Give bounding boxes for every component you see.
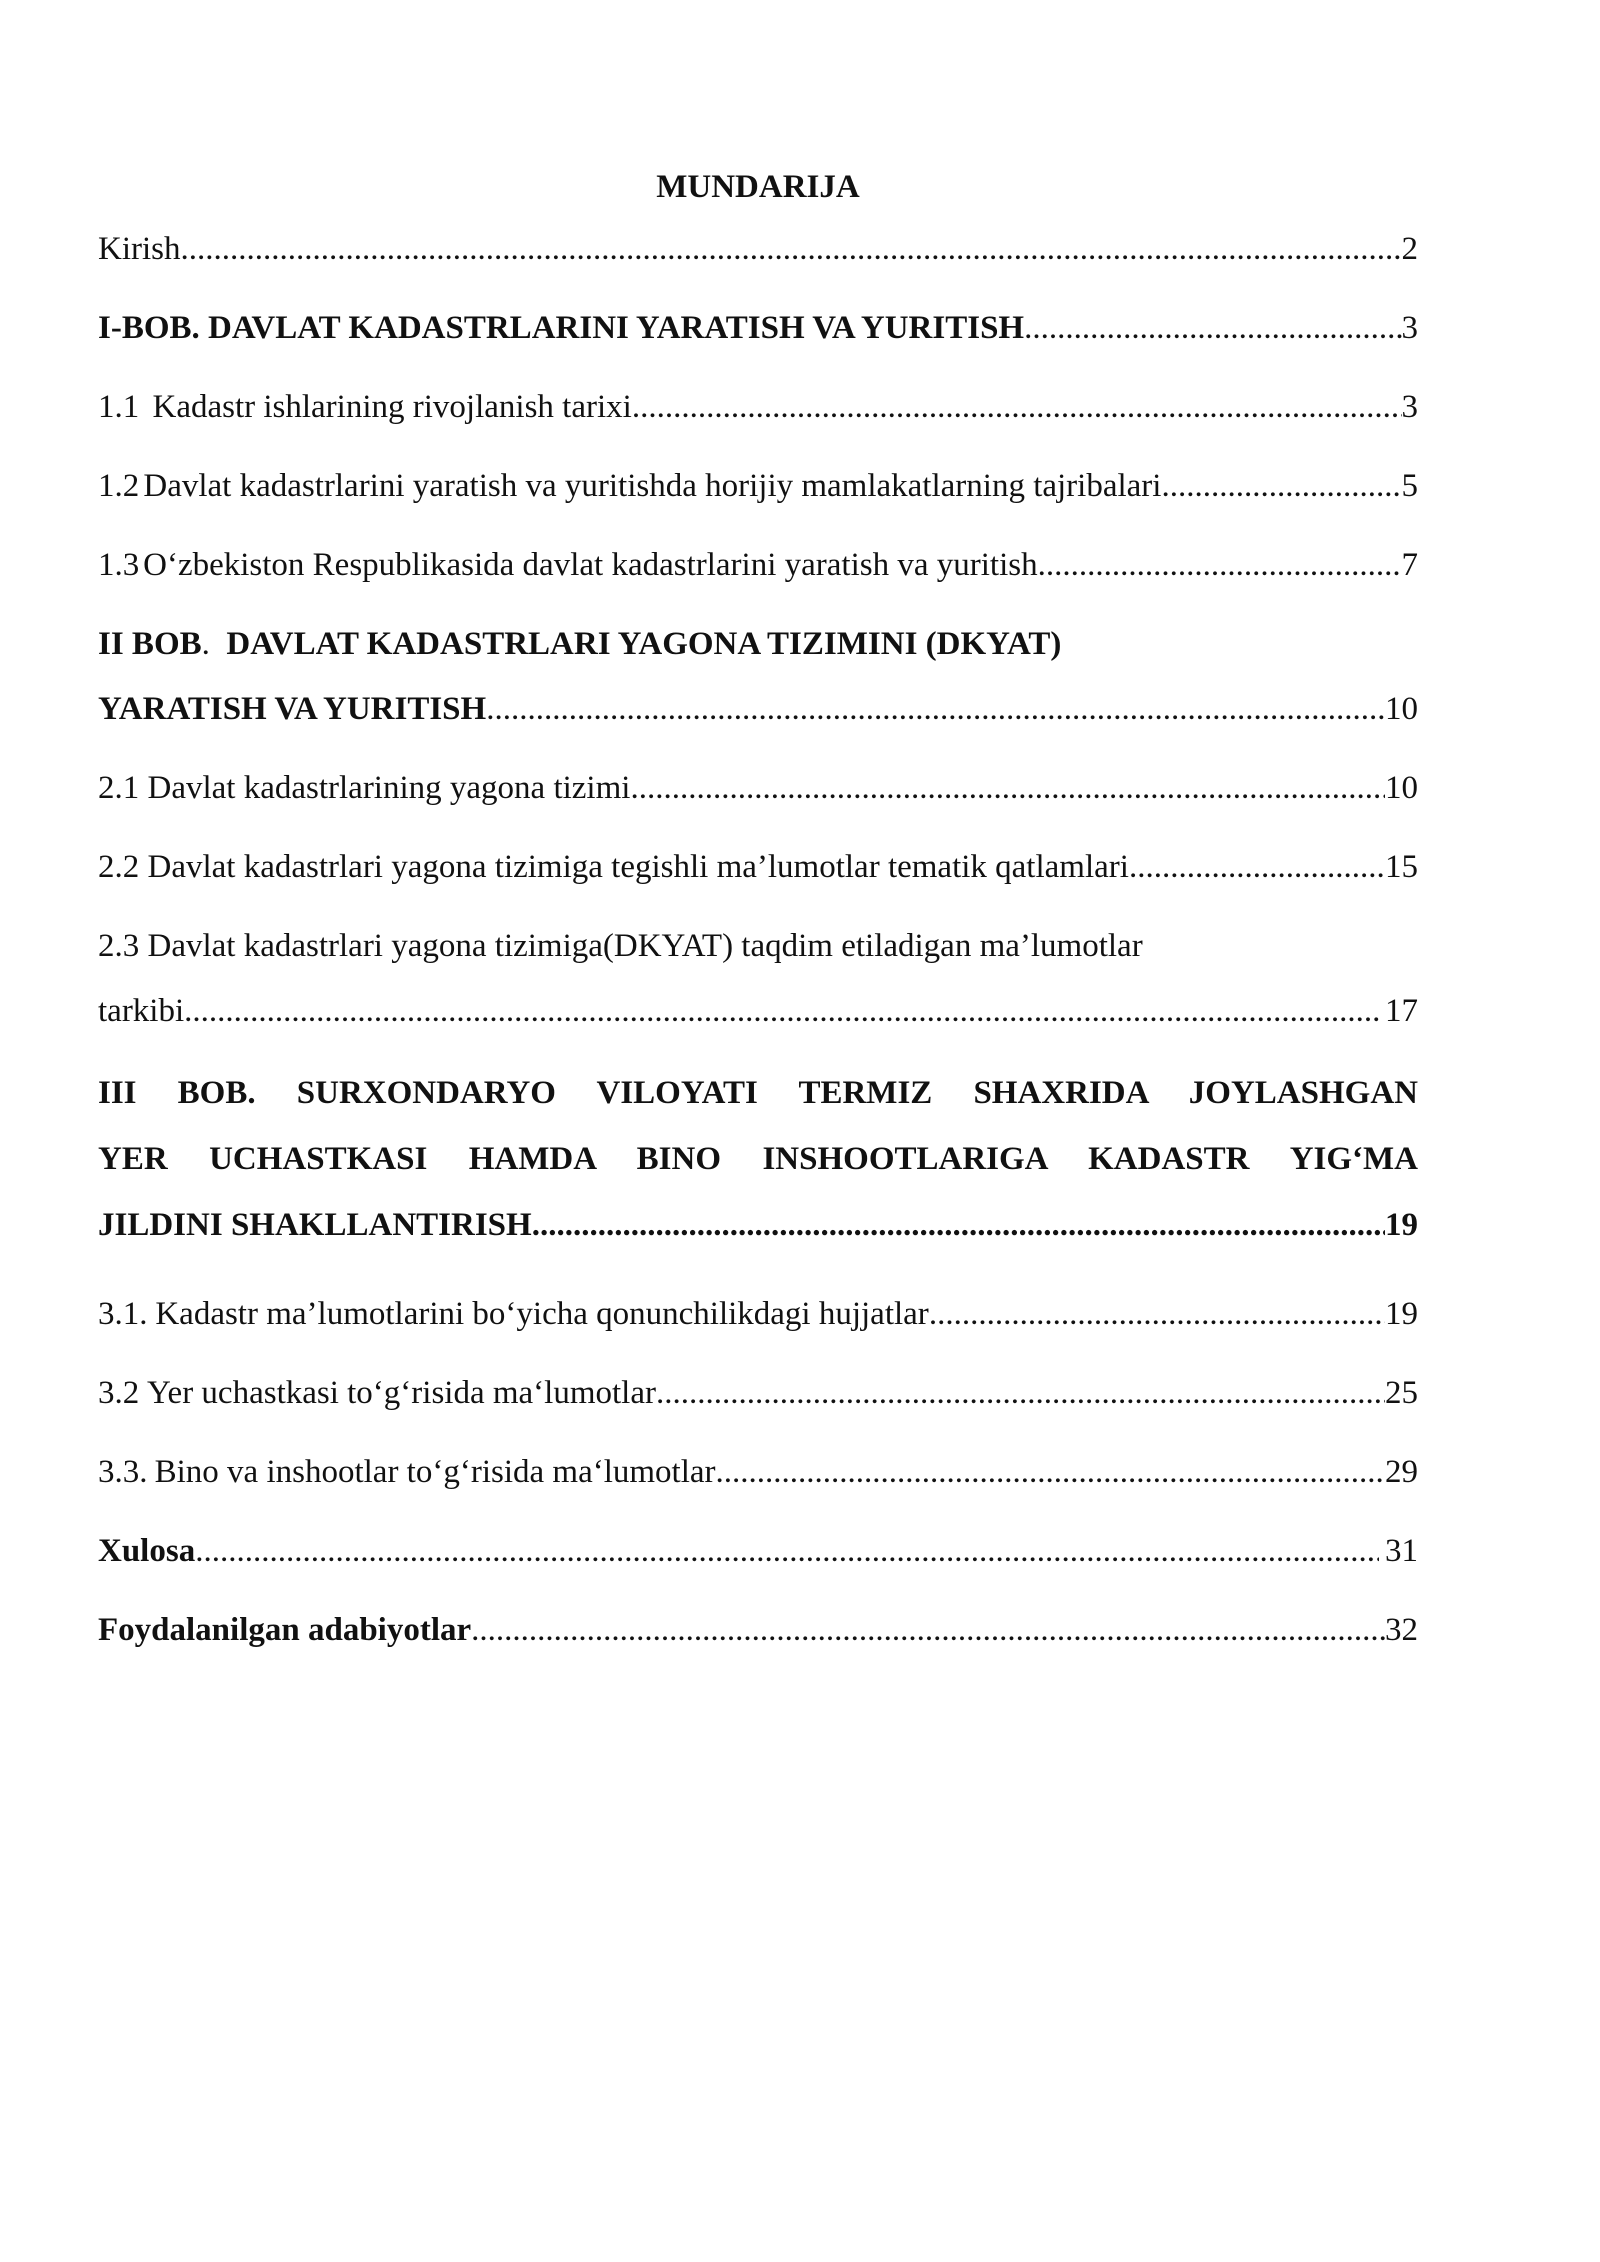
toc-leader-dots: [195, 1529, 1379, 1574]
toc-entry-section-1-3[interactable]: [98, 543, 1418, 588]
toc-entry-section-3-1[interactable]: [98, 1292, 1418, 1337]
toc-section-number: 3.3.: [98, 1454, 148, 1490]
toc-entry-chapter-1[interactable]: [98, 306, 1418, 351]
toc-page-number: 31: [1385, 1533, 1418, 1569]
toc-section-number: 3.2: [98, 1375, 140, 1411]
toc-entry-section-3-3[interactable]: [98, 1450, 1418, 1495]
table-of-contents: [98, 227, 1418, 1653]
toc-leader-dots: [532, 1192, 1385, 1258]
toc-entry-adabiyotlar[interactable]: [98, 1608, 1418, 1653]
toc-label: 2.2 Davlat kadastrlari yagona tizimiga tegishli ma’lumotlar tematik qatlamlari: [98, 849, 1129, 885]
toc-leader-dots: [630, 766, 1385, 811]
toc-entry-section-1-1[interactable]: [98, 385, 1418, 430]
toc-page-number: 10: [1385, 770, 1418, 806]
toc-leader-dots: [1129, 845, 1385, 890]
toc-label-prefix: II BOB: [98, 626, 202, 662]
toc-section-number: 3.1.: [98, 1296, 148, 1332]
toc-page-number: 15: [1385, 849, 1418, 885]
toc-label-dot: .: [201, 626, 210, 662]
toc-page-number: 19: [1385, 1207, 1418, 1243]
toc-section-number: 1.3: [98, 547, 140, 583]
toc-leader-dots: [929, 1292, 1385, 1337]
toc-label-line2: YER UCHASTKASI HAMDA BINO INSHOOTLARIGA KADASTR YIG‘MA: [98, 1141, 1418, 1177]
toc-label-line1: DAVLAT KADASTRLARI YAGONA TIZIMINI (DKYAT): [209, 626, 1062, 662]
toc-page-number: 19: [1385, 1296, 1418, 1332]
toc-label-line2: YARATISH VA YURITISH: [98, 691, 487, 727]
toc-entry-section-2-3[interactable]: [98, 924, 1418, 1034]
toc-label: 2.1 Davlat kadastrlarining yagona tizimi: [98, 770, 631, 806]
toc-leader-dots: [632, 385, 1402, 430]
toc-label: Yer uchastkasi to‘g‘risida ma‘lumotlar: [147, 1375, 656, 1411]
toc-page-number: 17: [1385, 993, 1418, 1029]
toc-leader-dots: [471, 1608, 1385, 1653]
toc-entry-chapter-3[interactable]: [98, 1060, 1418, 1258]
toc-entry-section-3-2[interactable]: [98, 1371, 1418, 1416]
toc-leader-dots: [181, 227, 1402, 272]
toc-label: Bino va inshootlar to‘g‘risida ma‘lumotlar: [154, 1454, 716, 1490]
toc-label: Foydalanilgan adabiyotlar: [98, 1612, 472, 1648]
toc-page-number: 5: [1401, 468, 1418, 504]
toc-label: Kadastr ishlarining rivojlanish tarixi: [152, 389, 632, 425]
toc-label: Xulosa: [98, 1533, 196, 1569]
toc-leader-dots: [486, 687, 1385, 732]
toc-section-number: 1.1: [98, 389, 140, 425]
toc-page-number: 10: [1385, 691, 1418, 727]
page-title: MUNDARIJA: [656, 169, 860, 205]
toc-entry-section-2-2[interactable]: [98, 845, 1418, 890]
toc-page-number: 29: [1385, 1454, 1418, 1490]
toc-leader-dots: [1024, 306, 1401, 351]
toc-leader-dots: [184, 989, 1379, 1034]
toc-page-number: 3: [1401, 310, 1418, 346]
toc-label: O‘zbekiston Respublikasida davlat kadastrlarini yaratish va yuritish: [143, 547, 1038, 583]
toc-entry-chapter-2[interactable]: [98, 622, 1418, 732]
toc-entry-section-1-2[interactable]: [98, 464, 1418, 509]
toc-page-number: 2: [1401, 231, 1418, 267]
toc-label: Davlat kadastrlarini yaratish va yuritishda horijiy mamlakatlarning tajribalari: [143, 468, 1162, 504]
toc-section-number: 1.2: [98, 468, 140, 504]
toc-label: Kirish: [98, 231, 181, 267]
toc-page-number: 7: [1401, 547, 1418, 583]
toc-entry-xulosa[interactable]: [98, 1529, 1418, 1574]
toc-page-number: 32: [1385, 1612, 1418, 1648]
toc-leader-dots: [656, 1371, 1385, 1416]
toc-label-line2: tarkibi: [98, 993, 185, 1029]
toc-leader-dots: [1161, 464, 1401, 509]
toc-page-number: 25: [1385, 1375, 1418, 1411]
toc-entry-kirish[interactable]: [98, 227, 1418, 272]
toc-leader-dots: [1038, 543, 1402, 588]
toc-label-line1: III BOB. SURXONDARYO VILOYATI TERMIZ SHAXRIDA JOYLASHGAN: [98, 1075, 1418, 1111]
toc-page-number: 3: [1401, 389, 1418, 425]
toc-entry-section-2-1[interactable]: [98, 766, 1418, 811]
toc-label-line1: 2.3 Davlat kadastrlari yagona tizimiga(DKYAT) taqdim etiladigan ma’lumotlar: [98, 928, 1143, 964]
toc-label: I-BOB. DAVLAT KADASTRLARINI YARATISH VA YURITISH: [98, 310, 1025, 346]
toc-leader-dots: [716, 1450, 1385, 1495]
toc-label: Kadastr ma’lumotlarini bo‘yicha qonunchilikdagi hujjatlar: [155, 1296, 929, 1332]
toc-label-line3: JILDINI SHAKLLANTIRISH: [98, 1207, 532, 1243]
